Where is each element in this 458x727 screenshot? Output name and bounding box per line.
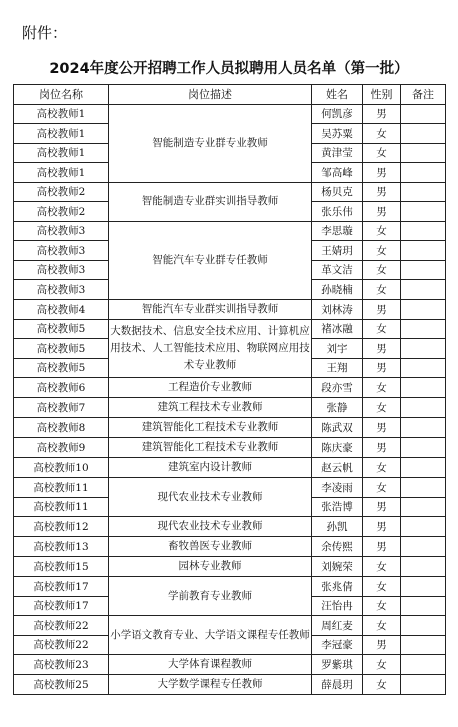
cell-remark: [401, 280, 446, 300]
table-row: [14, 438, 446, 458]
cell-post: 高校教师3: [14, 241, 109, 261]
cell-name: 罗紫琪: [312, 655, 363, 675]
cell-gender: 女: [363, 398, 401, 418]
table-header-row: [14, 85, 446, 105]
cell-gender: 男: [363, 163, 401, 183]
cell-description: 智能制造专业群实训指导教师: [109, 182, 312, 221]
cell-remark: [401, 104, 446, 124]
cell-name: 刘宇: [312, 339, 363, 359]
cell-remark: [401, 241, 446, 261]
cell-name: 陈庆豪: [312, 438, 363, 458]
header-remark: 备注: [401, 85, 446, 105]
cell-remark: [401, 339, 446, 359]
cell-remark: [401, 319, 446, 339]
cell-post: 高校教师1: [14, 124, 109, 144]
header-description: 岗位描述: [109, 85, 312, 105]
cell-name: 汪怡冉: [312, 596, 363, 616]
cell-gender: 女: [363, 596, 401, 616]
cell-name: 杨贝克: [312, 182, 363, 202]
cell-gender: 女: [363, 458, 401, 478]
cell-remark: [401, 143, 446, 163]
cell-gender: 女: [363, 260, 401, 280]
table-row: [14, 104, 446, 124]
cell-gender: 女: [363, 124, 401, 144]
cell-name: 革文洁: [312, 260, 363, 280]
table-row: [14, 517, 446, 537]
cell-name: 薛晨玥: [312, 675, 363, 695]
cell-post: 高校教师6: [14, 378, 109, 398]
cell-remark: [401, 260, 446, 280]
cell-remark: [401, 398, 446, 418]
cell-description: 大数据技术、信息安全技术应用、计算机应用技术、人工智能技术应用、物联网应用技术专业教师: [109, 319, 312, 378]
cell-post: 高校教师4: [14, 299, 109, 319]
cell-name: 李凌雨: [312, 478, 363, 498]
table-row: [14, 537, 446, 557]
table-row: [14, 616, 446, 636]
cell-gender: 女: [363, 221, 401, 241]
cell-name: 邹高峰: [312, 163, 363, 183]
cell-post: 高校教师15: [14, 557, 109, 577]
attachment-label: 附件：: [22, 24, 68, 42]
cell-name: 吴苏粟: [312, 124, 363, 144]
table-row: [14, 478, 446, 498]
cell-gender: 男: [363, 202, 401, 222]
cell-name: 张浩博: [312, 497, 363, 517]
cell-name: 褚冰融: [312, 319, 363, 339]
cell-gender: 女: [363, 557, 401, 577]
table-row: [14, 319, 446, 339]
cell-remark: [401, 655, 446, 675]
cell-gender: 女: [363, 616, 401, 636]
cell-remark: [401, 537, 446, 557]
cell-name: 黄津莹: [312, 143, 363, 163]
cell-post: 高校教师11: [14, 497, 109, 517]
cell-gender: 女: [363, 319, 401, 339]
cell-name: 李冠豪: [312, 635, 363, 655]
cell-post: 高校教师2: [14, 182, 109, 202]
cell-post: 高校教师12: [14, 517, 109, 537]
cell-gender: 女: [363, 577, 401, 597]
cell-description: 智能制造专业群专业教师: [109, 104, 312, 182]
cell-name: 李思璇: [312, 221, 363, 241]
cell-gender: 男: [363, 438, 401, 458]
cell-description: 大学数学课程专任教师: [109, 675, 312, 695]
cell-post: 高校教师8: [14, 418, 109, 438]
cell-post: 高校教师1: [14, 163, 109, 183]
cell-gender: 女: [363, 378, 401, 398]
cell-description: 智能汽车专业群实训指导教师: [109, 299, 312, 319]
cell-gender: 男: [363, 517, 401, 537]
cell-gender: 女: [363, 143, 401, 163]
table-row: [14, 458, 446, 478]
cell-post: 高校教师13: [14, 537, 109, 557]
cell-name: 余传熙: [312, 537, 363, 557]
cell-remark: [401, 616, 446, 636]
cell-gender: 女: [363, 478, 401, 498]
cell-gender: 男: [363, 418, 401, 438]
cell-post: 高校教师11: [14, 478, 109, 498]
cell-description: 建筑室内设计教师: [109, 458, 312, 478]
cell-name: 张兆倩: [312, 577, 363, 597]
cell-description: 大学体育课程教师: [109, 655, 312, 675]
cell-gender: 男: [363, 635, 401, 655]
cell-remark: [401, 202, 446, 222]
cell-gender: 女: [363, 675, 401, 695]
hiring-table: [13, 84, 446, 695]
cell-remark: [401, 577, 446, 597]
cell-gender: 男: [363, 299, 401, 319]
cell-description: 工程造价专业教师: [109, 378, 312, 398]
cell-post: 高校教师5: [14, 358, 109, 378]
cell-description: 学前教育专业教师: [109, 577, 312, 616]
cell-gender: 男: [363, 358, 401, 378]
cell-remark: [401, 438, 446, 458]
cell-gender: 男: [363, 104, 401, 124]
cell-post: 高校教师22: [14, 635, 109, 655]
cell-name: 赵云帆: [312, 458, 363, 478]
cell-post: 高校教师3: [14, 221, 109, 241]
cell-remark: [401, 557, 446, 577]
cell-description: 小学语文教育专业、大学语文课程专任教师: [109, 616, 312, 655]
table-row: [14, 418, 446, 438]
cell-name: 张乐伟: [312, 202, 363, 222]
cell-remark: [401, 458, 446, 478]
header-gender: 性别: [363, 85, 401, 105]
cell-description: 建筑智能化工程技术专业教师: [109, 438, 312, 458]
cell-remark: [401, 675, 446, 695]
cell-post: 高校教师22: [14, 616, 109, 636]
table-row: [14, 675, 446, 695]
header-name: 姓名: [312, 85, 363, 105]
cell-remark: [401, 378, 446, 398]
cell-gender: 男: [363, 182, 401, 202]
cell-post: 高校教师23: [14, 655, 109, 675]
cell-name: 何凯彦: [312, 104, 363, 124]
cell-description: 园林专业教师: [109, 557, 312, 577]
table-row: [14, 655, 446, 675]
cell-name: 段亦雪: [312, 378, 363, 398]
cell-post: 高校教师1: [14, 104, 109, 124]
header-post: 岗位名称: [14, 85, 109, 105]
cell-post: 高校教师9: [14, 438, 109, 458]
cell-name: 刘婉荣: [312, 557, 363, 577]
cell-post: 高校教师2: [14, 202, 109, 222]
cell-description: 现代农业技术专业教师: [109, 478, 312, 517]
cell-remark: [401, 221, 446, 241]
cell-name: 陈武双: [312, 418, 363, 438]
cell-gender: 男: [363, 339, 401, 359]
cell-post: 高校教师17: [14, 577, 109, 597]
cell-remark: [401, 358, 446, 378]
cell-post: 高校教师5: [14, 339, 109, 359]
table-body: [14, 104, 446, 695]
cell-description: 智能汽车专业群专任教师: [109, 221, 312, 299]
cell-post: 高校教师5: [14, 319, 109, 339]
cell-remark: [401, 596, 446, 616]
cell-post: 高校教师1: [14, 143, 109, 163]
cell-post: 高校教师7: [14, 398, 109, 418]
cell-remark: [401, 418, 446, 438]
cell-name: 刘林涛: [312, 299, 363, 319]
cell-post: 高校教师3: [14, 260, 109, 280]
cell-remark: [401, 163, 446, 183]
cell-post: 高校教师10: [14, 458, 109, 478]
cell-post: 高校教师17: [14, 596, 109, 616]
table-row: [14, 221, 446, 241]
cell-name: 周红麦: [312, 616, 363, 636]
cell-remark: [401, 517, 446, 537]
cell-name: 王婧玥: [312, 241, 363, 261]
cell-name: 孙凯: [312, 517, 363, 537]
cell-name: 王翔: [312, 358, 363, 378]
cell-gender: 男: [363, 497, 401, 517]
cell-description: 现代农业技术专业教师: [109, 517, 312, 537]
cell-name: 孙晓楠: [312, 280, 363, 300]
document-title: 2024年度公开招聘工作人员拟聘用人员名单（第一批）: [49, 61, 409, 77]
table-row: [14, 182, 446, 202]
cell-description: 建筑智能化工程技术专业教师: [109, 418, 312, 438]
cell-description: 畜牧兽医专业教师: [109, 537, 312, 557]
cell-remark: [401, 497, 446, 517]
cell-name: 张静: [312, 398, 363, 418]
cell-remark: [401, 182, 446, 202]
cell-remark: [401, 478, 446, 498]
cell-gender: 女: [363, 241, 401, 261]
table-row: [14, 378, 446, 398]
cell-remark: [401, 124, 446, 144]
cell-gender: 女: [363, 280, 401, 300]
table-row: [14, 557, 446, 577]
cell-description: 建筑工程技术专业教师: [109, 398, 312, 418]
table-row: [14, 577, 446, 597]
cell-remark: [401, 299, 446, 319]
cell-remark: [401, 635, 446, 655]
cell-gender: 女: [363, 655, 401, 675]
cell-gender: 男: [363, 537, 401, 557]
cell-post: 高校教师25: [14, 675, 109, 695]
cell-post: 高校教师3: [14, 280, 109, 300]
table-row: [14, 398, 446, 418]
table-row: [14, 299, 446, 319]
